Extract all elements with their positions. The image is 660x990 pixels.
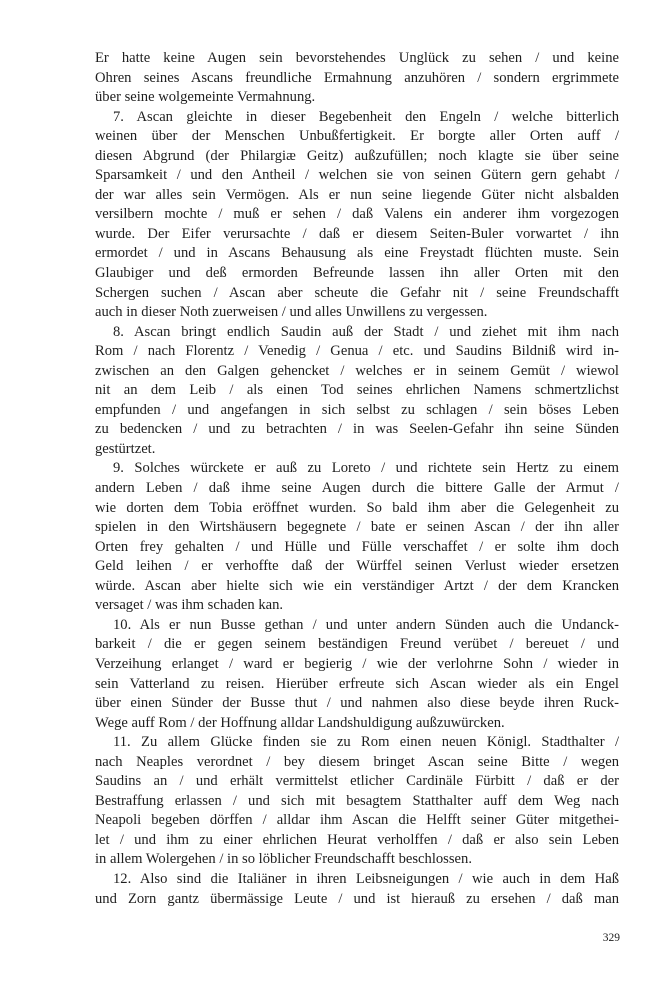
text-line: Orten frey gehalten / und Hülle und Fülle verschaffet / er solte ihm doch	[95, 538, 619, 555]
text-line: andern Leben / daß ihme seine Augen durch die bittere Galle der Armut /	[95, 480, 619, 497]
text-line: Neapoli begeben dörffen / alldar ihm Ascan die Helfft seiner Güter mitgethei-	[95, 812, 619, 829]
text-line: Verzeihung erlanget / ward er begierig / wie der verlohrne Sohn / wieder in	[95, 655, 619, 672]
text-line: über seine wolgemeinte Vermahnung.	[95, 89, 316, 106]
text-line: barkeit / die er gegen seinem beständigen Freund verübet / bereuet / und	[95, 636, 619, 653]
text-line: Sparsamkeit / und den Antheil / welchen sie von seinen Gütern gern gehabt /	[95, 167, 619, 184]
text-line: zwischen an den Galgen gehencket / welches er in seinem Gemüt / wiewol	[95, 362, 619, 379]
text-line: 11. Zu allem Glücke finden sie zu Rom einen neuen Königl. Stadthalter /	[113, 734, 619, 751]
text-line: würde. Ascan aber hielte sich wie ein verständiger Artzt / der dem Krancken	[95, 577, 619, 594]
text-line: 10. Als er nun Busse gethan / und unter andern Sünden auch die Undanck-	[113, 616, 619, 633]
text-line: versaget / was ihm schaden kan.	[95, 597, 284, 614]
paragraph	[95, 616, 619, 733]
text-line: 8. Ascan bringt endlich Saudin auß der Stadt / und ziehet mit ihm nach	[113, 323, 619, 340]
text-line: nach Neaples verordnet / bey diesem bringet Ascan seine Bitte / wegen	[95, 753, 619, 770]
text-line: auch in dieser Noth zuerweisen / und alles Unwillens zu vergessen.	[95, 304, 488, 321]
text-line: wie dorten dem Tobia eröffnet wurden. So bald ihm aber die Gelegenheit zu	[95, 499, 619, 516]
text-line: sein Vatterland zu reisen. Hierüber erfreute sich Ascan wieder als ein Engel	[95, 675, 619, 692]
text-line: zu bedencken / und zu betrachten / in was Seelen-Gefahr ihn seine Sünden	[95, 421, 619, 438]
paragraph	[95, 870, 619, 909]
text-line: empfunden / und angefangen in sich selbst zu schlagen / sein böses Leben	[95, 401, 619, 418]
text-line: Glaubiger und deß ermorden Befreunde lassen ihn aller Orten mit den	[95, 265, 619, 282]
paragraph	[95, 108, 619, 323]
text-line: Saudins an / und erhält vermittelst etlicher Cardinäle Fürbitt / daß er der	[95, 773, 619, 790]
text-line: gestürtzet.	[95, 440, 156, 457]
text-line: nit an dem Leib / als einen Tod seines ehrlichen Namens schmertzlichst	[95, 382, 619, 399]
text-line: 9. Solches würckete er auß zu Loreto / und richtete sein Hertz zu einem	[113, 460, 619, 477]
text-line: diesen Abgrund (der Philargiæ Geitz) außzufüllen; noch klagte sie über seine	[95, 147, 619, 164]
body-text	[95, 49, 619, 909]
text-line: wurde. Der Eifer verursachte / daß er diesem Seiten-Buler vorwartet / ihn	[95, 225, 619, 242]
text-line: über einen Sünder der Busse thut / und nahmen also diese beyde ihren Ruck-	[95, 695, 619, 712]
text-line: Wege auff Rom / der Hoffnung alldar Landshuldigung außzuwürcken.	[95, 714, 505, 731]
paragraph	[95, 49, 619, 108]
text-line: 7. Ascan gleichte in dieser Begebenheit den Engeln / welche bitterlich	[113, 108, 619, 125]
text-line: Er hatte keine Augen sein bevorstehendes Unglück zu sehen / und keine	[95, 50, 619, 66]
text-line: versilbern mochte / muß er sehen / daß Valens ein anderer ihm vorgezogen	[95, 206, 619, 223]
text-line: ermordet / und in Ascans Behausung als eine Freystadt flüchten muste. Sein	[95, 245, 619, 262]
text-line: der war alles sein Vermögen. Als er nun seine liegende Güter nicht alsbalden	[95, 186, 619, 203]
text-line: spielen in den Wirtshäusern begegnete / bate er seinen Ascan / der ihn aller	[95, 519, 619, 536]
paragraph	[95, 733, 619, 870]
page-number: 329	[602, 932, 620, 944]
text-line: Ohren seines Ascans freundliche Ermahnung anzuhören / sondern ergrimmete	[95, 69, 619, 86]
text-line: in allem Wolergehen / in so löblicher Freundschafft beschlossen.	[95, 851, 472, 868]
text-line: let / und ihm zu einer ehrlichen Heurat verholffen / daß er also sein Leben	[95, 831, 619, 848]
text-line: weinen über der Menschen Unbußfertigkeit. Er borgte aller Orten auff /	[95, 128, 619, 145]
text-line: und Zorn gantz übermässige Leute / und ist hierauß zu ersehen / daß man	[95, 890, 619, 907]
text-line: Bestraffung erlassen / und sich mit besagtem Statthalter auff dem Weg nach	[95, 792, 619, 809]
paragraph	[95, 323, 619, 460]
text-line: 12. Also sind die Italiäner in ihren Leibsneigungen / wie auch in dem Haß	[113, 870, 619, 887]
text-line: Rom / nach Florentz / Venedig / Genua / etc. und Saudins Bildniß wird in-	[95, 343, 619, 360]
text-line: Geld leihen / er verhoffte daß der Würffel seinen Verlust wieder ersetzen	[95, 558, 619, 575]
text-line: Schergen suchen / Ascan aber scheute die Gefahr nit / seine Freundschafft	[95, 284, 619, 301]
paragraph	[95, 459, 619, 615]
